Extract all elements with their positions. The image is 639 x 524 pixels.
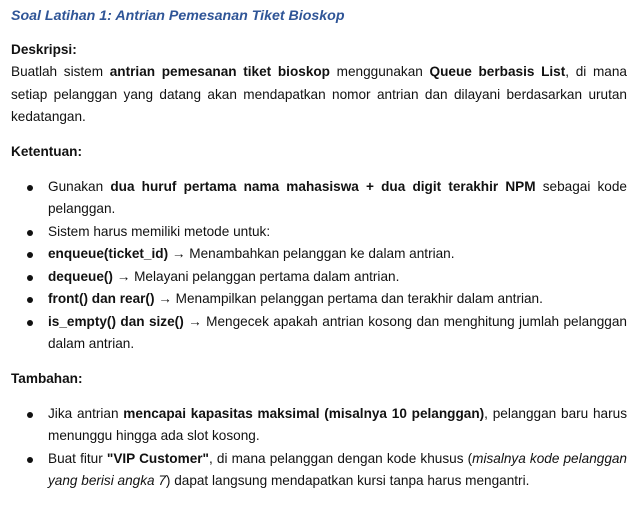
italic-run: misalnya kode pelanggan yang berisi angka 7 xyxy=(48,450,627,488)
ketentuan-heading: Ketentuan: xyxy=(11,143,82,159)
bullet-icon xyxy=(27,412,33,418)
text-run: Buat fitur xyxy=(48,450,107,466)
list-item xyxy=(11,221,627,244)
text-run: → Melayani pelanggan pertama dalam antrian. xyxy=(112,268,400,284)
tambahan-list xyxy=(11,403,627,493)
bullet-icon xyxy=(27,252,33,258)
bold-run: dequeue() xyxy=(48,268,113,284)
list-item xyxy=(11,288,627,311)
bold-run: enqueue(ticket_id) xyxy=(48,246,169,261)
text-run: ) dapat langsung mendapatkan kursi tanpa harus mengantri. xyxy=(165,473,530,488)
ketentuan-list xyxy=(11,176,627,356)
text-run: sebagai kode pelanggan. xyxy=(48,178,627,216)
bullet-icon xyxy=(27,457,33,463)
text-run: → Menambahkan pelanggan ke dalam antrian. xyxy=(168,246,455,261)
list-item xyxy=(11,311,627,356)
text-run: → Menampilkan pelanggan pertama dan terakhir dalam antrian. xyxy=(154,291,543,306)
bullet-icon xyxy=(27,275,33,281)
bullet-icon xyxy=(27,297,33,303)
list-item xyxy=(11,448,627,493)
list-item xyxy=(11,403,627,448)
deskripsi-paragraph xyxy=(11,61,627,129)
bold-run: antrian pemesanan tiket bioskop xyxy=(109,64,330,79)
list-item xyxy=(11,176,627,221)
text-run: , di mana pelanggan dengan kode khusus ( xyxy=(209,450,473,466)
bold-run: is_empty() dan size() xyxy=(48,313,184,329)
text-run: Sistem harus memiliki metode untuk: xyxy=(48,223,271,239)
bold-run: Queue berbasis List xyxy=(429,64,566,79)
bullet-icon xyxy=(27,185,33,191)
text-run: → Mengecek apakah antrian kosong dan menghitung jumlah pelanggan dalam antrian. xyxy=(48,313,627,351)
document-title: Soal Latihan 1: Antrian Pemesanan Tiket Bioskop xyxy=(11,8,345,24)
bold-run: front() dan rear() xyxy=(48,291,155,306)
tambahan-heading: Tambahan: xyxy=(11,370,83,386)
bold-run: mencapai kapasitas maksimal (misalnya 10 pelanggan) xyxy=(123,405,485,421)
text-run: Jika antrian xyxy=(48,405,124,421)
bold-run: "VIP Customer" xyxy=(106,450,209,466)
bullet-icon xyxy=(27,230,33,236)
text-run: Buatlah sistem xyxy=(11,64,110,79)
list-item xyxy=(11,266,627,289)
bold-run: dua huruf pertama nama mahasiswa + dua digit terakhir NPM xyxy=(110,178,536,194)
deskripsi-heading: Deskripsi: xyxy=(11,42,77,57)
bullet-icon xyxy=(27,320,33,326)
text-run: , pelanggan baru harus menunggu hingga ada slot kosong. xyxy=(48,405,627,443)
list-item xyxy=(11,243,627,266)
text-run: Gunakan xyxy=(48,178,111,194)
text-run: menggunakan xyxy=(329,64,430,79)
text-run: , di mana setiap pelanggan yang datang akan mendapatkan nomor antrian dan dilayani berdasarkan urutan kedatangan. xyxy=(11,64,627,124)
